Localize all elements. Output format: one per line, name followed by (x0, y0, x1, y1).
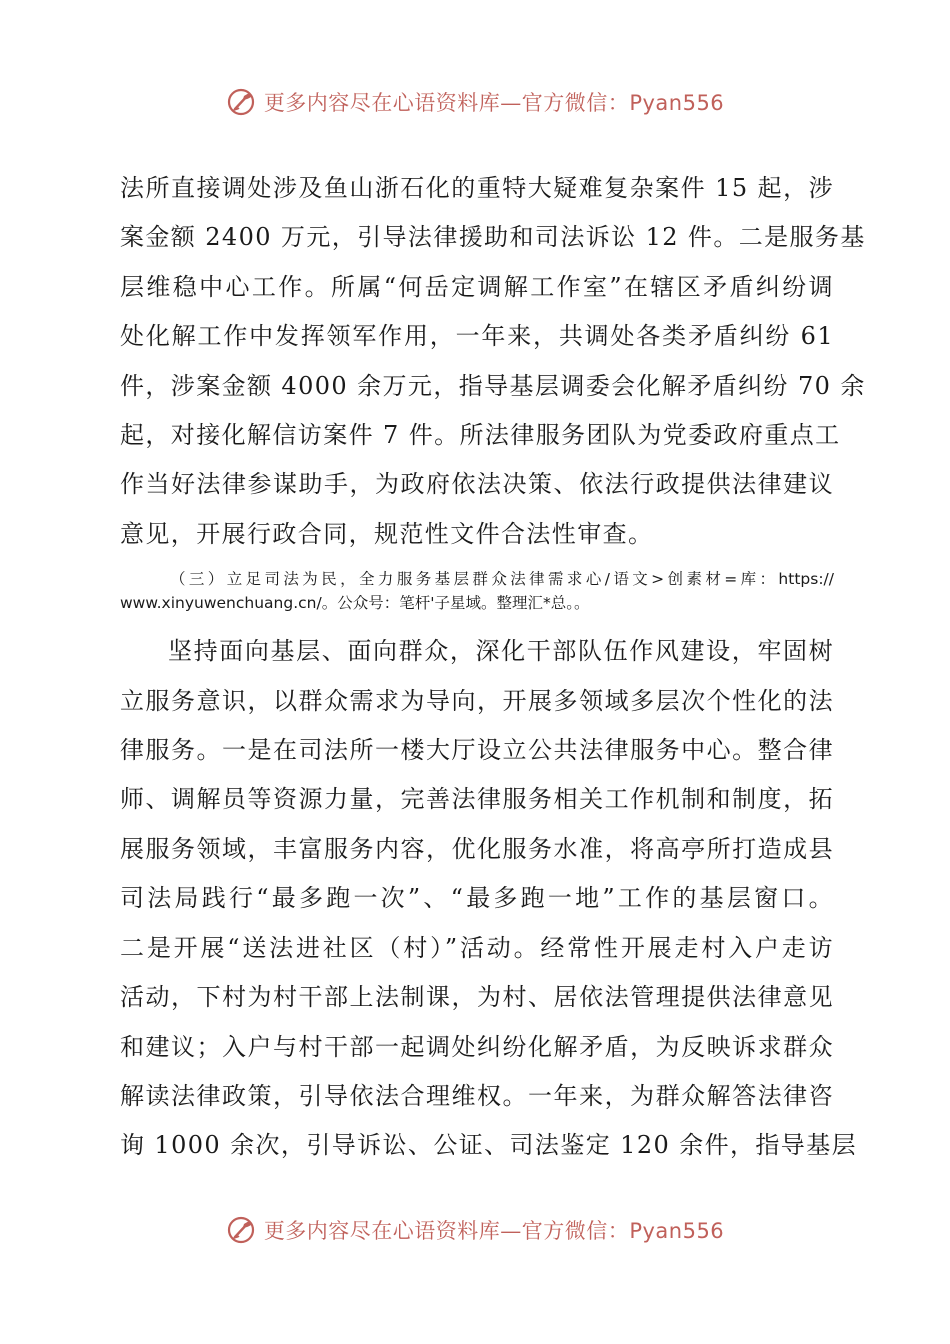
text-line: 询 1000 余次，引导诉讼、公证、司法鉴定 120 余件，指导基层 (120, 1131, 858, 1160)
footer-watermark-banner (0, 1208, 950, 1252)
text-line: 起，对接化解信访案件 7 件。所法律服务团队为党委政府重点工 (120, 421, 841, 450)
text-line: 活动，下村为村干部上法制课，为村、居依法管理提供法律意见 (120, 983, 834, 1012)
quill-pen-logo-icon (226, 1215, 256, 1245)
text-line: 层维稳中心工作。所属“何岳定调解工作室”在辖区矛盾纠纷调 (120, 272, 834, 301)
document-body (120, 164, 866, 1171)
wechat-id: Pyan556 (629, 1219, 725, 1243)
text-line: 律服务。一是在司法所一楼大厅设立公共法律服务中心。整合律 (120, 736, 834, 765)
banner-text: 更多内容尽在心语资料库—官方微信：Pyan556 (263, 1219, 725, 1243)
text-line: 案金额 2400 万元，引导法律援助和司法诉讼 12 件。二是服务基 (120, 223, 866, 252)
text-line: 作当好法律参谋助手，为政府依法决策、依法行政提供法律建议 (120, 470, 834, 499)
text-line: 件，涉案金额 4000 余万元，指导基层调委会化解矛盾纠纷 70 余 (120, 371, 866, 400)
text-line: 坚持面向基层、面向群众，深化干部队伍作风建设，牢固树 (168, 637, 834, 666)
text-line: 立服务意识，以群众需求为导向，开展多领域多层次个性化的法 (120, 686, 834, 715)
text-line: 展服务领域，丰富服务内容，优化服务水准，将高亭所打造成县 (120, 834, 834, 863)
text-line: 法所直接调处涉及鱼山浙石化的重特大疑难复杂案件 15 起，涉 (120, 174, 834, 202)
paragraph-1 (120, 164, 866, 559)
heading-line: www.xinyuwenchuang.cn/。公众号：笔杆'子星域。整理汇*总。。 (120, 594, 590, 613)
wechat-id: Pyan556 (629, 91, 725, 115)
text-line: 意见，开展行政合同，规范性文件合法性审查。 (120, 519, 654, 548)
heading-line: （三）立足司法为民，全力服务基层群众法律需求心/语文>创素材=库：https:// (170, 570, 834, 589)
text-line: 解读法律政策，引导依法合理维权。一年来，为群众解答法律咨 (120, 1081, 834, 1110)
quill-pen-logo-icon (226, 87, 256, 117)
banner-text: 更多内容尽在心语资料库—官方微信：Pyan556 (263, 91, 725, 115)
text-line: 师、调解员等资源力量，完善法律服务相关工作机制和制度，拓 (120, 785, 834, 814)
text-line: 处化解工作中发挥领军作用，一年来，共调处各类矛盾纠纷 61 (120, 322, 834, 351)
paragraph-2 (120, 627, 858, 1170)
text-line: 二是开展“送法进社区（村）”活动。经常性开展走村入户走访 (120, 933, 834, 962)
header-watermark-banner (0, 80, 950, 124)
text-line: 和建议；入户与村干部一起调处纠纷化解矛盾，为反映诉求群众 (120, 1032, 834, 1061)
section-heading (120, 567, 834, 615)
text-line: 司法局践行“最多跑一次”、“最多跑一地”工作的基层窗口。 (120, 884, 834, 913)
